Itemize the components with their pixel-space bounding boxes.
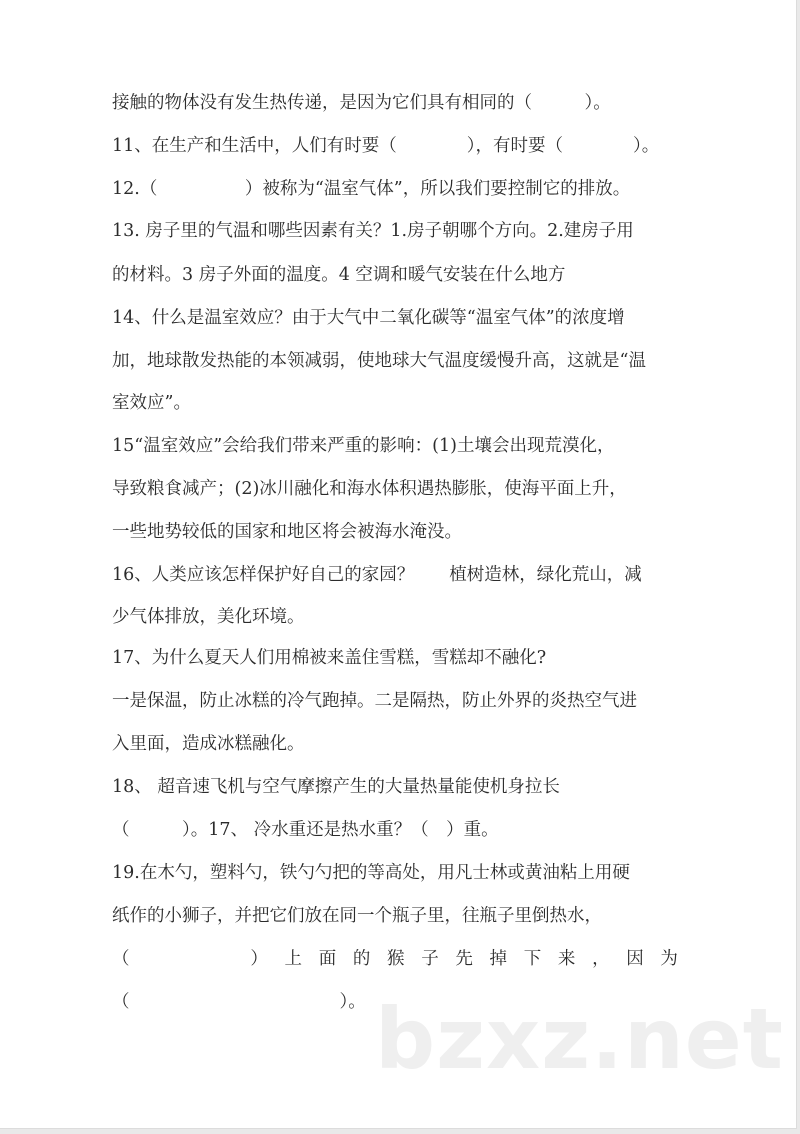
- text-fragment: 先: [455, 949, 473, 969]
- text-line: 纸作的小狮子，并把它们放在同一个瓶子里，往瓶子里倒热水，: [112, 906, 602, 926]
- text-fragment: 的: [352, 949, 371, 969]
- text-line: 导致粮食减产；(2)冰川融化和海水体积遇热膨胀，使海平面上升，: [112, 479, 627, 499]
- text-fragment: 面: [318, 949, 337, 969]
- text-line: 的材料。3 房子外面的温度。4 空调和暖气安装在什么地方: [112, 265, 566, 285]
- text-fragment: 子: [421, 949, 439, 969]
- text-line: 16、人类应该怎样保护好自己的家园？ 植树造林，绿化荒山，减: [112, 565, 642, 585]
- text-line: （ ）。17、 冷水重还是热水重？（ ）重。: [112, 820, 499, 840]
- text-fragment: （: [112, 949, 130, 969]
- text-fragment: ）: [250, 949, 268, 969]
- text-fragment: 来: [557, 949, 576, 969]
- text-line: 13. 房子里的气温和哪些因素有关？1.房子朝哪个方向。2.建房子用: [112, 221, 634, 241]
- text-line: 入里面，造成冰糕融化。: [112, 734, 305, 754]
- text-fragment: ，: [592, 949, 610, 969]
- text-line: 19.在木勺，塑料勺，铁勺勺把的等高处，用凡士林或黄油粘上用硬: [112, 863, 630, 883]
- text-line: 12.（ ）被称为“温室气体”，所以我们要控制它的排放。: [112, 179, 631, 199]
- text-fragment: 因: [626, 949, 644, 969]
- watermark: bzxz.net: [375, 990, 784, 1088]
- text-line: （ ）。: [112, 992, 366, 1012]
- text-line: 一些地势较低的国家和地区将会被海水淹没。: [112, 522, 462, 542]
- text-line: 一是保温，防止冰糕的冷气跑掉。二是隔热，防止外界的炎热空气进: [112, 691, 637, 711]
- text-line: 15“温室效应”会给我们带来严重的影响：(1)土壤会出现荒漠化，: [112, 436, 615, 456]
- text-line: 接触的物体没有发生热传递，是因为它们具有相同的（ ）。: [112, 93, 611, 113]
- text-fragment: 掉: [489, 949, 508, 969]
- text-fragment: 上: [284, 949, 303, 969]
- text-line: 11、在生产和生活中，人们有时要（ ），有时要（ ）。: [112, 136, 660, 156]
- text-fragment: 猴: [387, 949, 405, 969]
- text-line: 加，地球散发热能的本领减弱，使地球大气温度缓慢升高，这就是“温: [112, 351, 646, 371]
- text-line: 18、 超音速飞机与空气摩擦产生的大量热量能使机身拉长: [112, 777, 560, 797]
- text-fragment: 为: [660, 949, 678, 969]
- text-fragment: [146, 946, 234, 972]
- text-line: 室效应”。: [112, 393, 191, 413]
- text-line-justified: [112, 946, 678, 972]
- text-line: 14、什么是温室效应？由于大气中二氧化碳等“温室气体”的浓度增: [112, 308, 625, 328]
- text-fragment: 下: [523, 949, 542, 969]
- text-line: 17、为什么夏天人们用棉被来盖住雪糕，雪糕却不融化?: [112, 648, 547, 668]
- text-line: 少气体排放，美化环境。: [112, 607, 305, 627]
